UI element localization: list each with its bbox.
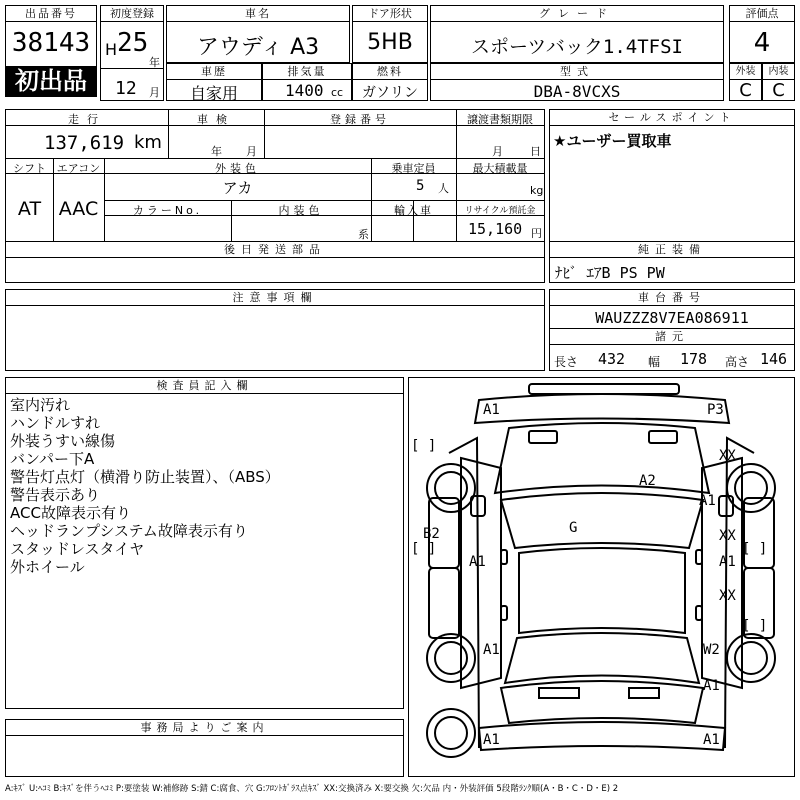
mark-front-right: P3: [707, 402, 724, 418]
shift: AT: [17, 198, 42, 220]
model-label: 型式: [431, 64, 723, 80]
lot-box: [5, 5, 97, 97]
mark-hood: A2: [639, 473, 656, 489]
inspector-line: ハンドルすれ: [10, 414, 101, 432]
door-box: [352, 5, 428, 63]
inspector-notes: [10, 396, 400, 576]
chassis-label: 車台番号: [550, 290, 794, 306]
plate-label: 登録番号: [330, 113, 390, 126]
selling-point: ★ユーザー買取車: [553, 132, 672, 150]
displacement-unit: cc: [331, 86, 344, 99]
office-label: 事務局よりご案内: [6, 720, 403, 736]
later-parts-label: 後日発送部品: [6, 242, 544, 258]
history-label: 車歴: [167, 64, 261, 80]
inspector-line: ACC故障表示有り: [10, 504, 131, 522]
notes-label: 注意事項欄: [6, 290, 544, 306]
mark-right-bracket-2: [ ]: [742, 618, 768, 634]
lot-label: 出品番号: [6, 6, 96, 22]
month: 12: [115, 78, 137, 99]
model-box: [430, 63, 724, 101]
inspector-line: 警告表示あり: [10, 486, 101, 504]
ac: AAC: [58, 198, 99, 220]
history: 自家用: [189, 84, 238, 103]
color-no-label: カラーNo.: [132, 204, 203, 217]
mark-right-bracket: [ ]: [742, 541, 768, 557]
mark-fl-bracket: [ ]: [411, 438, 437, 454]
equipment: ﾅﾋﾞ ｴｱB PS PW: [555, 264, 665, 282]
mark-r-door1-xx: XX: [719, 528, 736, 544]
inspector-label: 検査員記入欄: [6, 378, 403, 394]
mark-fr-xx: XX: [719, 448, 736, 464]
mark-fr-fender: A1: [699, 493, 716, 509]
fuel: ガソリン: [362, 85, 418, 101]
height-label: 高さ: [725, 355, 750, 369]
inspector-line: ヘッドランプシステム故障表示有り: [10, 522, 248, 540]
transfer-day: 日: [530, 145, 541, 158]
mark-front-left: A1: [483, 402, 500, 418]
mileage-unit: km: [134, 132, 162, 153]
length: 432: [598, 350, 626, 368]
first-registration-box: [100, 5, 164, 101]
mileage: 137,619: [44, 132, 125, 154]
length-label: 長さ: [554, 355, 579, 369]
inspector-line: 外ホイール: [10, 558, 85, 576]
mark-roof: G: [569, 520, 578, 536]
exterior-box: [729, 63, 762, 101]
width: 178: [680, 350, 708, 368]
ac-label: エアコン: [56, 162, 101, 175]
width-label: 幅: [648, 355, 661, 369]
equipment-box: [549, 241, 795, 283]
door-label: ドア形状: [353, 6, 427, 22]
office-box: [5, 719, 404, 777]
int-color-label: 内装色: [278, 204, 324, 217]
recycle-unit: 円: [531, 227, 542, 240]
load-label: 最大積載量: [472, 162, 528, 175]
load-unit: kg: [530, 184, 544, 197]
selling-points-box: [549, 109, 795, 243]
displacement-box: [262, 63, 352, 101]
year-unit: 年: [149, 56, 160, 69]
color-label: 外装色: [215, 162, 260, 175]
car-diagram: [408, 377, 795, 777]
exterior-label: 外装: [730, 64, 761, 80]
year: 25: [117, 28, 149, 58]
inspector-line: 室内汚れ: [10, 396, 71, 414]
inspector-box: [5, 377, 404, 709]
inspector-line: 外装うすい線傷: [10, 432, 116, 450]
fuel-box: [352, 63, 428, 101]
interior-score: C: [772, 80, 785, 101]
grade-label: グレード: [431, 6, 723, 22]
shift-label: シフト: [13, 162, 46, 175]
score-box: [729, 5, 795, 63]
info-block: [5, 109, 545, 243]
door-type: 5HB: [367, 30, 413, 55]
legend: A:ｷｽﾞ U:ﾍｺﾐ B:ｷｽﾞを伴うﾍｺﾐ P:要塗装 W:補修跡 S:錆 C:腐食、穴 G:ﾌﾛﾝﾄｶﾞﾗｽ点ｷｽﾞ XX:交換済み X:要交換 欠:欠品 内・外装評価 5段階ﾗﾝｸ順(A・B・C・D・E) 2: [5, 784, 619, 794]
chassis-number: WAUZZZ8V7EA086911: [595, 309, 749, 327]
notes-box: [5, 289, 545, 371]
later-parts-box: [5, 241, 545, 283]
selling-label: セールスポイント: [550, 110, 794, 126]
capacity: 5: [416, 178, 425, 194]
mark-rear-right: A1: [703, 732, 720, 748]
height: 146: [760, 350, 788, 368]
mileage-label: 走行: [68, 113, 106, 126]
displacement: 1400: [285, 81, 324, 100]
inspection-year: 年: [211, 145, 222, 158]
inspection-month: 月: [246, 145, 257, 158]
inspector-line: バンパー下A: [10, 450, 95, 468]
first-reg-label: 初度登録: [101, 6, 163, 22]
inspector-line: 警告灯点灯（横滑り防止装置）、（ABS）: [10, 468, 280, 486]
month-unit: 月: [149, 86, 160, 99]
mark-rr-quarter: W2: [703, 642, 720, 658]
recycle: 15,160: [468, 220, 523, 238]
fuel-label: 燃料: [353, 64, 427, 80]
grade: スポーツバック1.4TFSI: [471, 36, 683, 58]
body-color: アカ: [222, 179, 253, 197]
lot-number: 38143: [11, 28, 91, 58]
transfer-month: 月: [492, 145, 503, 158]
inspector-line: スタッドレスタイヤ: [10, 540, 145, 558]
interior-box: [762, 63, 795, 101]
car-outline: [409, 378, 794, 776]
chassis-box: [549, 289, 795, 371]
mark-r-door1: A1: [719, 554, 736, 570]
dims-label: 諸元: [550, 329, 794, 345]
exterior-score: C: [739, 80, 752, 101]
interior-label: 内装: [763, 64, 794, 80]
equip-label: 純正装備: [550, 242, 794, 258]
import-label: 輸入車: [394, 204, 433, 217]
mark-rear-left: A1: [483, 732, 500, 748]
car-name: アウディ A3: [196, 35, 320, 60]
recycle-label: リサイクル預託金: [464, 206, 536, 216]
model: DBA-8VCXS: [533, 82, 621, 101]
car-name-box: [166, 5, 350, 63]
mark-left-bracket: [ ]: [411, 541, 437, 557]
mark-r-door2-xx: XX: [719, 588, 736, 604]
capacity-label: 乗車定員: [391, 162, 436, 175]
score: 4: [753, 28, 771, 58]
capacity-unit: 人: [438, 182, 449, 195]
mark-rl-quarter: A1: [483, 642, 500, 658]
car-name-label: 車名: [167, 6, 349, 22]
inspection-label: 車検: [197, 113, 235, 126]
score-label: 評価点: [730, 6, 794, 22]
era: H: [105, 40, 118, 59]
displacement-label: 排気量: [263, 64, 351, 80]
transfer-label: 譲渡書類期限: [467, 113, 533, 126]
first-listing-badge: 初出品: [6, 66, 96, 97]
mark-rr-bottom: A1: [703, 678, 720, 694]
history-box: [166, 63, 262, 101]
mark-l-door1: A1: [469, 554, 486, 570]
grade-box: [430, 5, 724, 63]
int-color-unit: 系: [358, 228, 369, 241]
mark-left-door-b: B2: [423, 526, 440, 542]
